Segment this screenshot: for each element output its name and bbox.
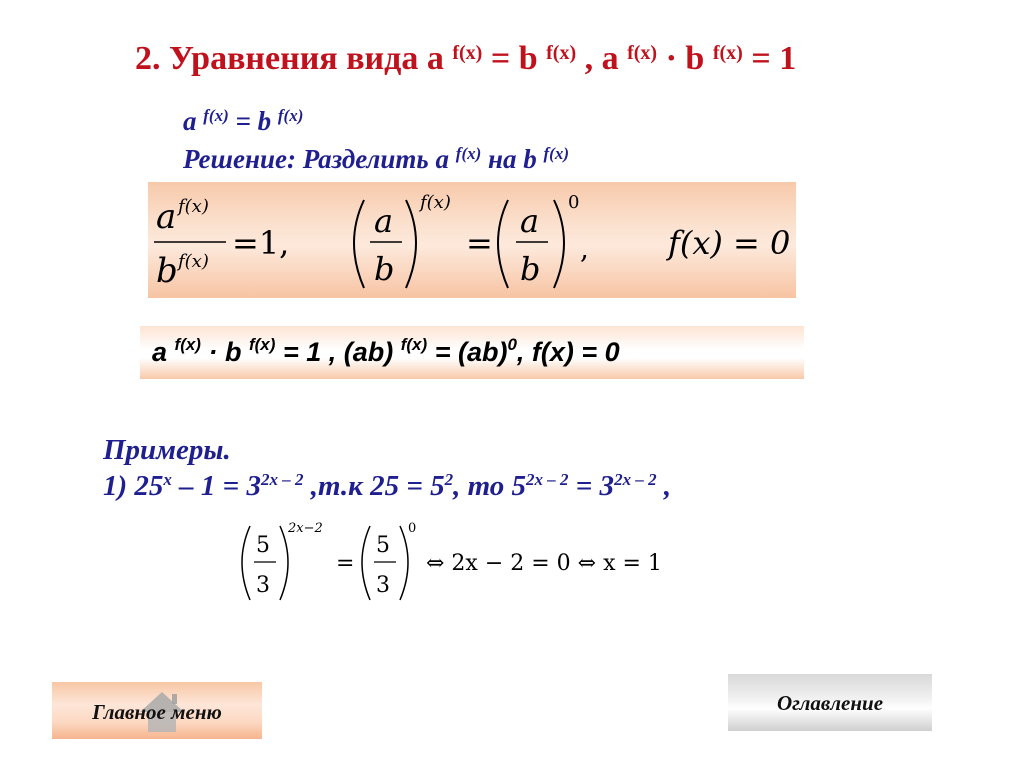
solution-line: Решение: Разделить a $^{f(x)}$ на b $^{f(x)}$ xyxy=(183,144,569,174)
slide-title: 2. Уравнения вида a $^{f(x)}$ = b $^{f(x)}$ , a $^{f(x)}$ · b $^{f(x)}$ = 1 xyxy=(135,40,797,77)
fraction-denominator: b xyxy=(156,251,178,291)
paren-exp-2: 0 xyxy=(568,192,580,213)
ex-right-paren-2 xyxy=(400,526,408,600)
example-1-line: 1) $25^x - 1 = 3^{2x - 2}$ ,т.к $25 = 5^2$, то $5^{2x - 2} = 3^{2x - 2}$ , xyxy=(103,470,672,502)
formula-box xyxy=(148,182,796,298)
paren-denominator-1: b xyxy=(374,250,395,288)
ex-numerator-1: 5 xyxy=(256,533,270,558)
fraction-denominator-exp: f(x) xyxy=(178,251,209,272)
paren-denominator-2: b xyxy=(520,250,541,288)
paren-numerator-2: a xyxy=(520,202,540,240)
ex-left-paren-2 xyxy=(362,526,370,600)
ex-tail: ⇔ 2x − 2 = 0 ⇔ x = 1 xyxy=(426,551,662,576)
right-paren-2 xyxy=(554,200,564,288)
equation-statement: a $^{f(x)}$ = b $^{f(x)}$ xyxy=(183,106,304,136)
left-paren-1 xyxy=(354,200,364,288)
paren-numerator-1: a xyxy=(374,202,394,240)
fraction-numerator: a xyxy=(156,197,177,237)
ex-equals: = xyxy=(336,551,355,576)
formula-result: f(x) = 0 xyxy=(668,224,791,262)
ex-denominator-1: 3 xyxy=(256,573,270,598)
formula-comma: , xyxy=(580,232,589,265)
contents-button[interactable] xyxy=(728,674,932,731)
eq-one: =1, xyxy=(232,224,290,262)
ex-left-paren-1 xyxy=(242,526,250,600)
left-paren-2 xyxy=(498,200,508,288)
example-formula xyxy=(236,516,706,608)
ex-exp-right: 0 xyxy=(408,521,417,536)
equals-sign: = xyxy=(466,224,493,262)
ex-numerator-2: 5 xyxy=(376,533,390,558)
ex-exp-left: 2x−2 xyxy=(288,521,323,536)
ex-denominator-2: 3 xyxy=(376,573,390,598)
contents-label: Оглавление xyxy=(776,691,884,715)
main-menu-button[interactable] xyxy=(52,682,262,739)
examples-heading: Примеры. xyxy=(103,434,231,466)
fraction-numerator-exp: f(x) xyxy=(178,196,209,217)
formula-svg xyxy=(148,182,796,298)
paren-exp-1: f(x) xyxy=(420,192,451,213)
product-formula-text: a $^{f(x)}$ · b $^{f(x)}$ = 1 , (ab) $^{f(x)}$ = (ab)$^0$, f(x) = 0 xyxy=(152,335,620,367)
ex-right-paren-1 xyxy=(280,526,288,600)
right-paren-1 xyxy=(406,200,416,288)
main-menu-label: Главное меню xyxy=(92,700,222,724)
